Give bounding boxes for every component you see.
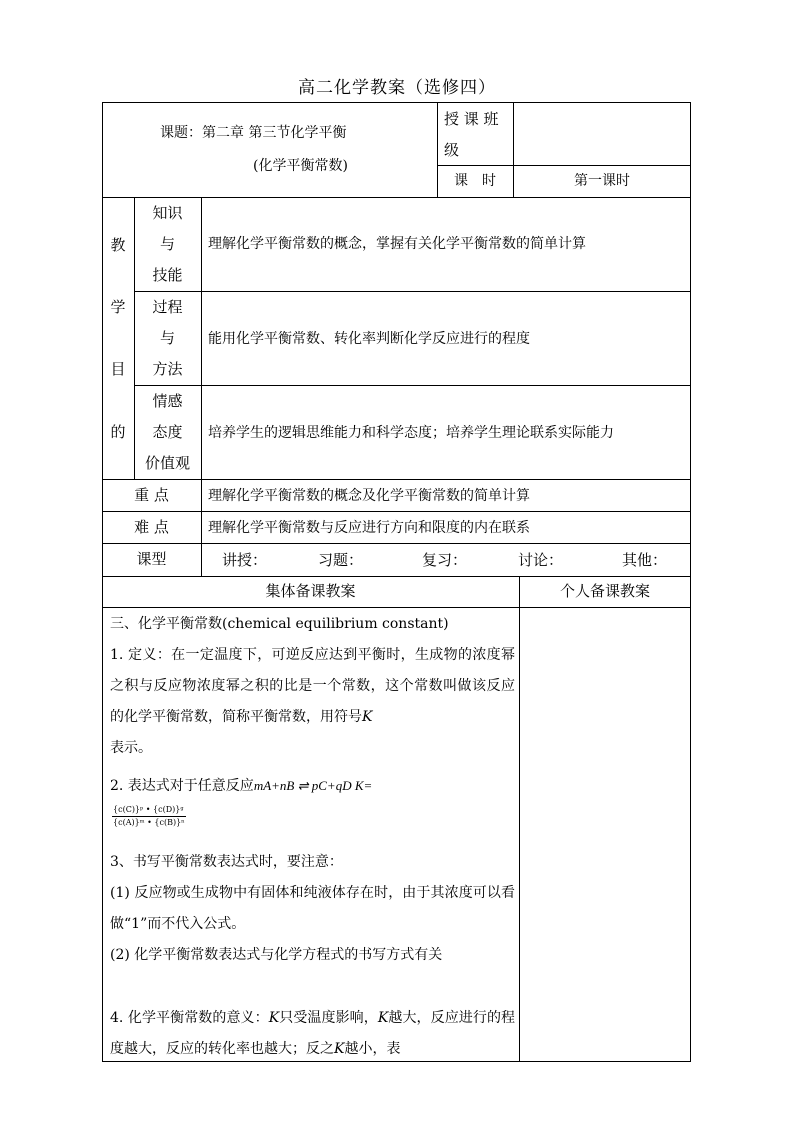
class-label-cont: 级 [444,141,460,159]
lesson-type-option: 习题： [318,551,364,569]
meaning-text: 4. 化学平衡常数的意义： [110,1010,269,1026]
meaning-paragraph [110,1003,515,1065]
personal-plan-header: 个人备课教案 [559,582,650,600]
divider [102,479,691,480]
lesson-type-label: 课型 [136,550,167,568]
k-symbol: K [377,1010,389,1026]
topic-line-1: 课题：第二章 第三节化学平衡 [160,125,347,141]
section-title: 三、化学平衡常数(chemical equilibrium constant) [110,616,449,632]
objective-label: 过程 [152,298,183,316]
lesson-type-option: 讨论： [518,551,564,569]
meaning-section [110,1003,515,1065]
expression-prefix: 2. 表达式对于任意反应 [110,778,254,794]
page-title: 高二化学教案（选修四） [298,78,496,98]
meaning-text: 越小，表 [344,1041,401,1057]
class-label: 授 课 班 [444,110,499,128]
divider [102,543,691,544]
objective-label: 情感 [152,392,183,410]
k-symbol: K [268,1010,280,1026]
period-label: 课 时 [454,173,496,189]
fraction-denominator: {c(A)}ᵐ • {c(B)}ⁿ [113,818,185,827]
difficulty-text: 理解化学平衡常数与反应进行方向和限度的内在联系 [208,520,530,536]
objectives-group-char: 教 [110,236,126,254]
objectives-group-char: 的 [110,423,126,441]
objective-text-knowledge: 理解化学平衡常数的概念，掌握有关化学平衡常数的简单计算 [208,236,586,252]
objective-label: 态度 [152,423,183,441]
objective-label: 价值观 [144,454,190,472]
objective-text-attitude: 培养学生的逻辑思维能力和科学态度；培养学生理论联系实际能力 [208,425,614,441]
key-point-label: 重 点 [134,486,169,504]
note-title: 3、书写平衡常数表达式时，要注意： [110,854,343,870]
collective-plan-header: 集体备课教案 [265,582,356,600]
note-2: (2) 化学平衡常数表达式与化学方程式的书写方式有关 [110,947,443,963]
objective-label: 技能 [152,266,183,284]
divider [102,576,691,577]
divider [102,197,691,198]
objective-label: 方法 [152,360,183,378]
objective-label: 知识 [152,204,183,222]
content-section [110,609,515,802]
expression-line [110,770,515,802]
objective-label: 与 [159,235,175,253]
definition-end: 表示。 [110,740,152,756]
objectives-group-char: 学 [110,298,126,316]
objective-text-process: 能用化学平衡常数、转化率判断化学反应进行的程度 [208,331,530,347]
lesson-type-option: 其他： [622,551,668,569]
divider [102,607,691,608]
k-symbol: K [334,1041,345,1057]
divider [437,165,691,166]
equilibrium-constant-fraction [112,806,186,827]
difficulty-label: 难 点 [134,518,169,536]
notes-section [110,847,515,971]
divider [134,385,691,386]
note-1: (1) 反应物或生成物中有固体和纯液体存在时，由于其浓度可以看做“1”而不代入公式。 [110,885,515,932]
divider [519,576,520,1062]
fraction-numerator: {c(C)}ᵖ • {c(D)}ᵍ [112,806,186,817]
definition-text: 1. 定义：在一定温度下，可逆反应达到平衡时，生成物的浓度幂之积与反应物浓度幂之积的比是一个常数，这个常数叫做该反应的化学平衡常数，简称平衡常数，用符号 [110,647,515,725]
topic-line-2: (化学平衡常数) [253,158,348,174]
objective-label: 与 [159,329,175,347]
reaction-equation: mA+nB ⇌ pC+qD K= [253,778,373,793]
divider [201,197,202,576]
lesson-type-option: 讲授： [222,551,268,569]
definition-paragraph [110,640,515,764]
objectives-group-char: 目 [110,360,126,378]
divider [134,291,691,292]
divider [102,511,691,512]
meaning-text: 只受温度影响， [279,1010,378,1026]
k-symbol: K [362,709,373,725]
period-value: 第一课时 [574,173,630,189]
lesson-type-option: 复习： [422,551,468,569]
meaning-text: 越大，反应进行的程度越大，反应的转化率也越大；反之 [110,1010,516,1057]
key-point-text: 理解化学平衡常数的概念及化学平衡常数的简单计算 [208,488,530,504]
